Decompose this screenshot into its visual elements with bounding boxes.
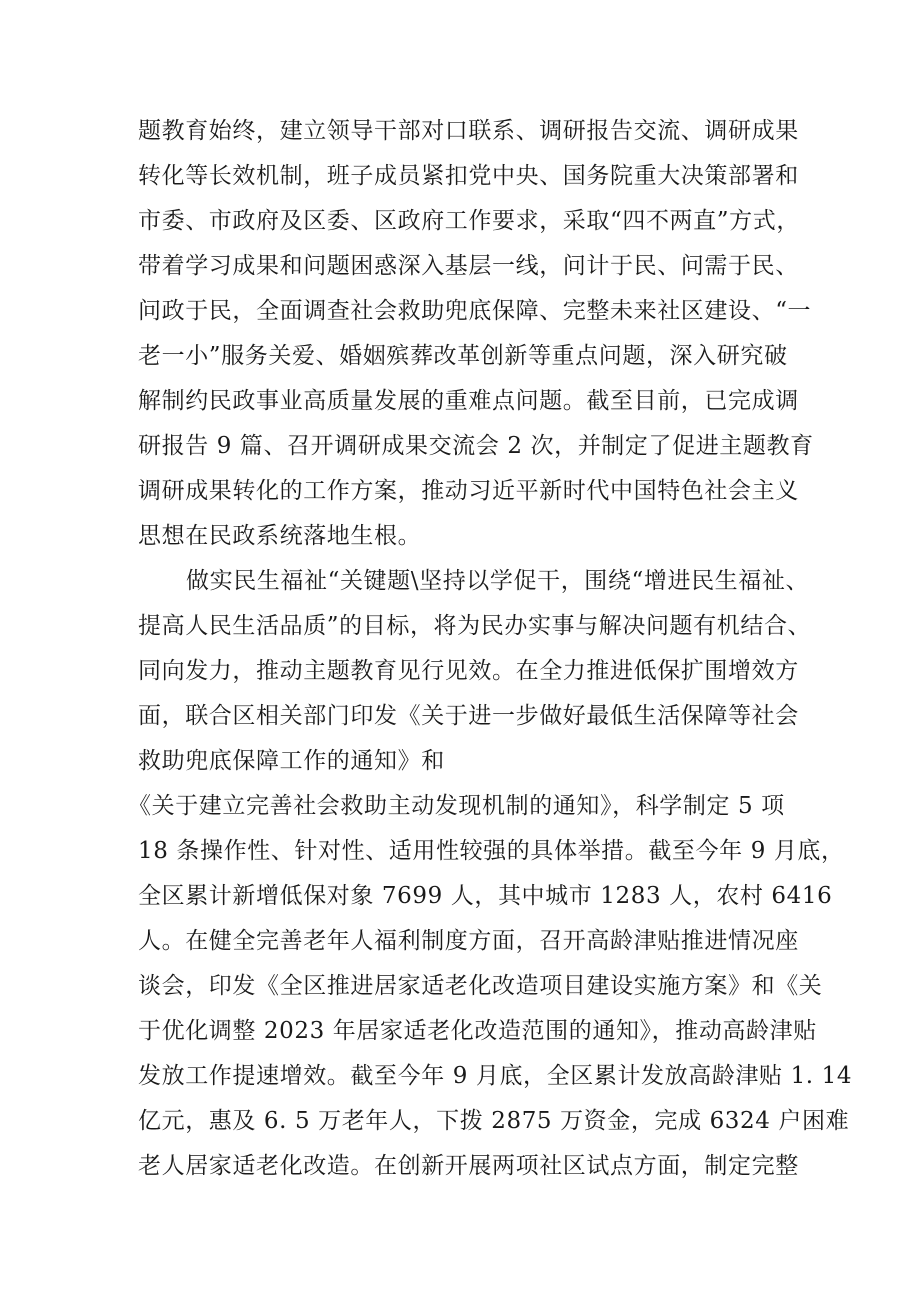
text-line: 全区累计新增低保对象 7699 人，其中城市 1283 人，农村 6416 [138, 883, 833, 909]
text-line: 人。在健全完善老年人福利制度方面，召开高龄津贴推进情况座 [138, 928, 799, 954]
text-line: 谈会，印发《全区推进居家适老化改造项目建设实施方案》和《关 [138, 973, 823, 999]
text-line: 同向发力，推动主题教育见行见效。在全力推进低保扩围增效方 [138, 658, 799, 684]
text-line: 于优化调整 2023 年居家适老化改造范围的通知》，推动高龄津贴 [138, 1018, 817, 1044]
text-line: 题教育始终，建立领导干部对口联系、调研报告交流、调研成果 [138, 118, 799, 144]
text-line: 老人居家适老化改造。在创新开展两项社区试点方面，制定完整 [138, 1153, 799, 1179]
text-line: 《关于建立完善社会救助主动发现机制的通知》，科学制定 5 项 [128, 793, 785, 819]
text-line: 亿元，惠及 6. 5 万老年人，下拨 2875 万资金，完成 6324 户困难 [138, 1108, 850, 1134]
text-line: 问政于民，全面调查社会救助兜底保障、完整未来社区建设、“一 [138, 298, 812, 324]
text-line: 思想在民政系统落地生根。 [138, 523, 422, 549]
text-line: 解制约民政事业高质量发展的重难点问题。截至目前，已完成调 [138, 388, 799, 414]
paragraph-start-line: 做实民生福祉“关键题\坚持以学促干，围绕“增进民生福祉、 [186, 568, 810, 594]
text-line: 转化等长效机制，班子成员紧扣党中央、国务院重大决策部署和 [138, 163, 799, 189]
text-line: 发放工作提速增效。截至今年 9 月底，全区累计发放高龄津贴 1. 14 [138, 1063, 853, 1089]
text-line: 老一小”服务关爱、婚姻殡葬改革创新等重点问题，深入研究破 [138, 343, 788, 369]
text-line: 面，联合区相关部门印发《关于进一步做好最低生活保障等社会 [138, 703, 799, 729]
text-line: 救助兜底保障工作的通知》和 [138, 748, 445, 774]
text-line: 研报告 9 篇、召开调研成果交流会 2 次，并制定了促进主题教育 [138, 433, 814, 459]
text-line: 调研成果转化的工作方案，推动习近平新时代中国特色社会主义 [138, 478, 799, 504]
text-line: 带着学习成果和问题困惑深入基层一线，问计于民、问需于民、 [138, 253, 799, 279]
text-line: 18 条操作性、针对性、适用性较强的具体举措。截至今年 9 月底， [138, 838, 845, 864]
text-line: 提高人民生活品质”的目标，将为民办实事与解决问题有机结合、 [138, 613, 812, 639]
text-line: 市委、市政府及区委、区政府工作要求，采取“四不两直”方式， [138, 208, 800, 234]
